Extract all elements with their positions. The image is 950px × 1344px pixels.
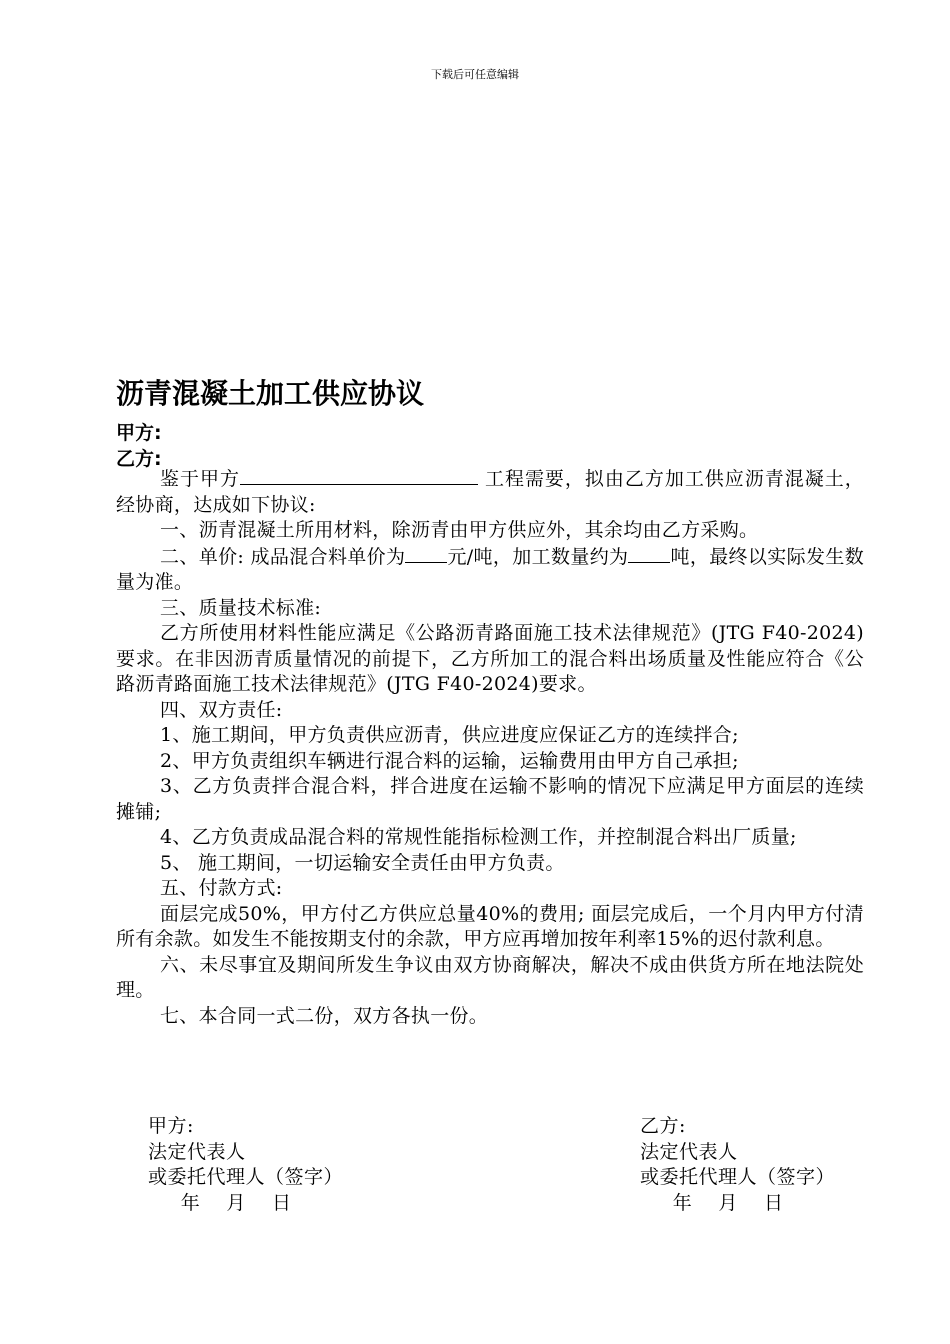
signature-a-rep: 法定代表人	[148, 1140, 246, 1163]
signature-a-date: 年 月 日	[148, 1191, 292, 1214]
clause-4-item: 1、施工期间，甲方负责供应沥青，供应进度应保证乙方的连续拌合;	[160, 724, 739, 746]
signature-b-agent: 或委托代理人（签字）	[640, 1166, 836, 1188]
clause-2-part3: 吨，最终以实际发生数量为准。	[116, 545, 864, 593]
signature-b-date: 年 月 日	[640, 1191, 784, 1214]
clause-3-body: 乙方所使用材料性能应满足《公路沥青路面施工技术法律规范》(JTG F40-2024)要求。在非因沥青质量情况的前提下，乙方所加工的混合料出场质量及性能应符合《公路沥青路面施工技术法律规范》(JTG F40-2024)要求。	[116, 622, 864, 695]
signature-block-party-b	[640, 1114, 835, 1216]
clause-4-item: 2、甲方负责组织车辆进行混合料的运输，运输费用由甲方自己承担;	[160, 749, 739, 772]
clause-4-item: 3、乙方负责拌合混合料，拌合进度在运输不影响的情况下应满足甲方面层的连续摊铺;	[116, 775, 864, 823]
party-b-label: 乙方:	[116, 448, 162, 470]
clause-5-title: 五、付款方式:	[160, 877, 283, 899]
clause-6: 六、未尽事宜及期间所发生争议由双方协商解决，解决不成由供货方所在地法院处理。	[116, 953, 864, 1001]
clause-3-title: 三、质量技术标准:	[160, 596, 322, 619]
clause-2-part1: 二、单价: 成品混合料单价为	[160, 545, 406, 568]
clause-4-item: 5、 施工期间，一切运输安全责任由甲方负责。	[160, 851, 565, 874]
clause-5-body: 面层完成50%，甲方付乙方供应总量40%的费用; 面层完成后，一个月内甲方付清所有余款。如发生不能按期支付的余款，甲方应再增加按年利率15%的迟付款利息。	[116, 902, 864, 950]
agreement-body	[116, 466, 864, 1029]
signature-b-rep: 法定代表人	[640, 1140, 738, 1163]
signature-b-party: 乙方:	[640, 1115, 686, 1137]
intro-after: 工程需要，拟由乙方加工供应沥青混凝土，经协商，达成如下协议:	[116, 468, 865, 516]
signature-block-party-a	[148, 1114, 343, 1216]
clause-4-title: 四、双方责任:	[160, 698, 283, 721]
quantity-blank	[628, 544, 670, 563]
signature-a-party: 甲方:	[148, 1115, 194, 1137]
unit-price-blank	[405, 544, 447, 563]
project-name-blank	[240, 466, 478, 485]
clause-7: 七、本合同一式二份，双方各执一份。	[160, 1004, 489, 1027]
intro-paragraph	[116, 466, 864, 518]
party-a-label: 甲方:	[116, 422, 162, 444]
clause-1: 一、沥青混凝土所用材料，除沥青由甲方供应外，其余均由乙方采购。	[160, 519, 759, 541]
clause-2-part2: 元/吨，加工数量约为	[447, 545, 629, 568]
clause-2	[116, 544, 864, 596]
document-title: 沥青混凝土加工供应协议	[116, 377, 425, 410]
intro-before: 鉴于甲方	[160, 468, 240, 490]
header-note: 下载后可任意编辑	[431, 68, 519, 81]
signature-a-agent: 或委托代理人（签字）	[148, 1166, 344, 1188]
clause-4-item: 4、乙方负责成品混合料的常规性能指标检测工作，并控制混合料出厂质量;	[160, 826, 797, 848]
